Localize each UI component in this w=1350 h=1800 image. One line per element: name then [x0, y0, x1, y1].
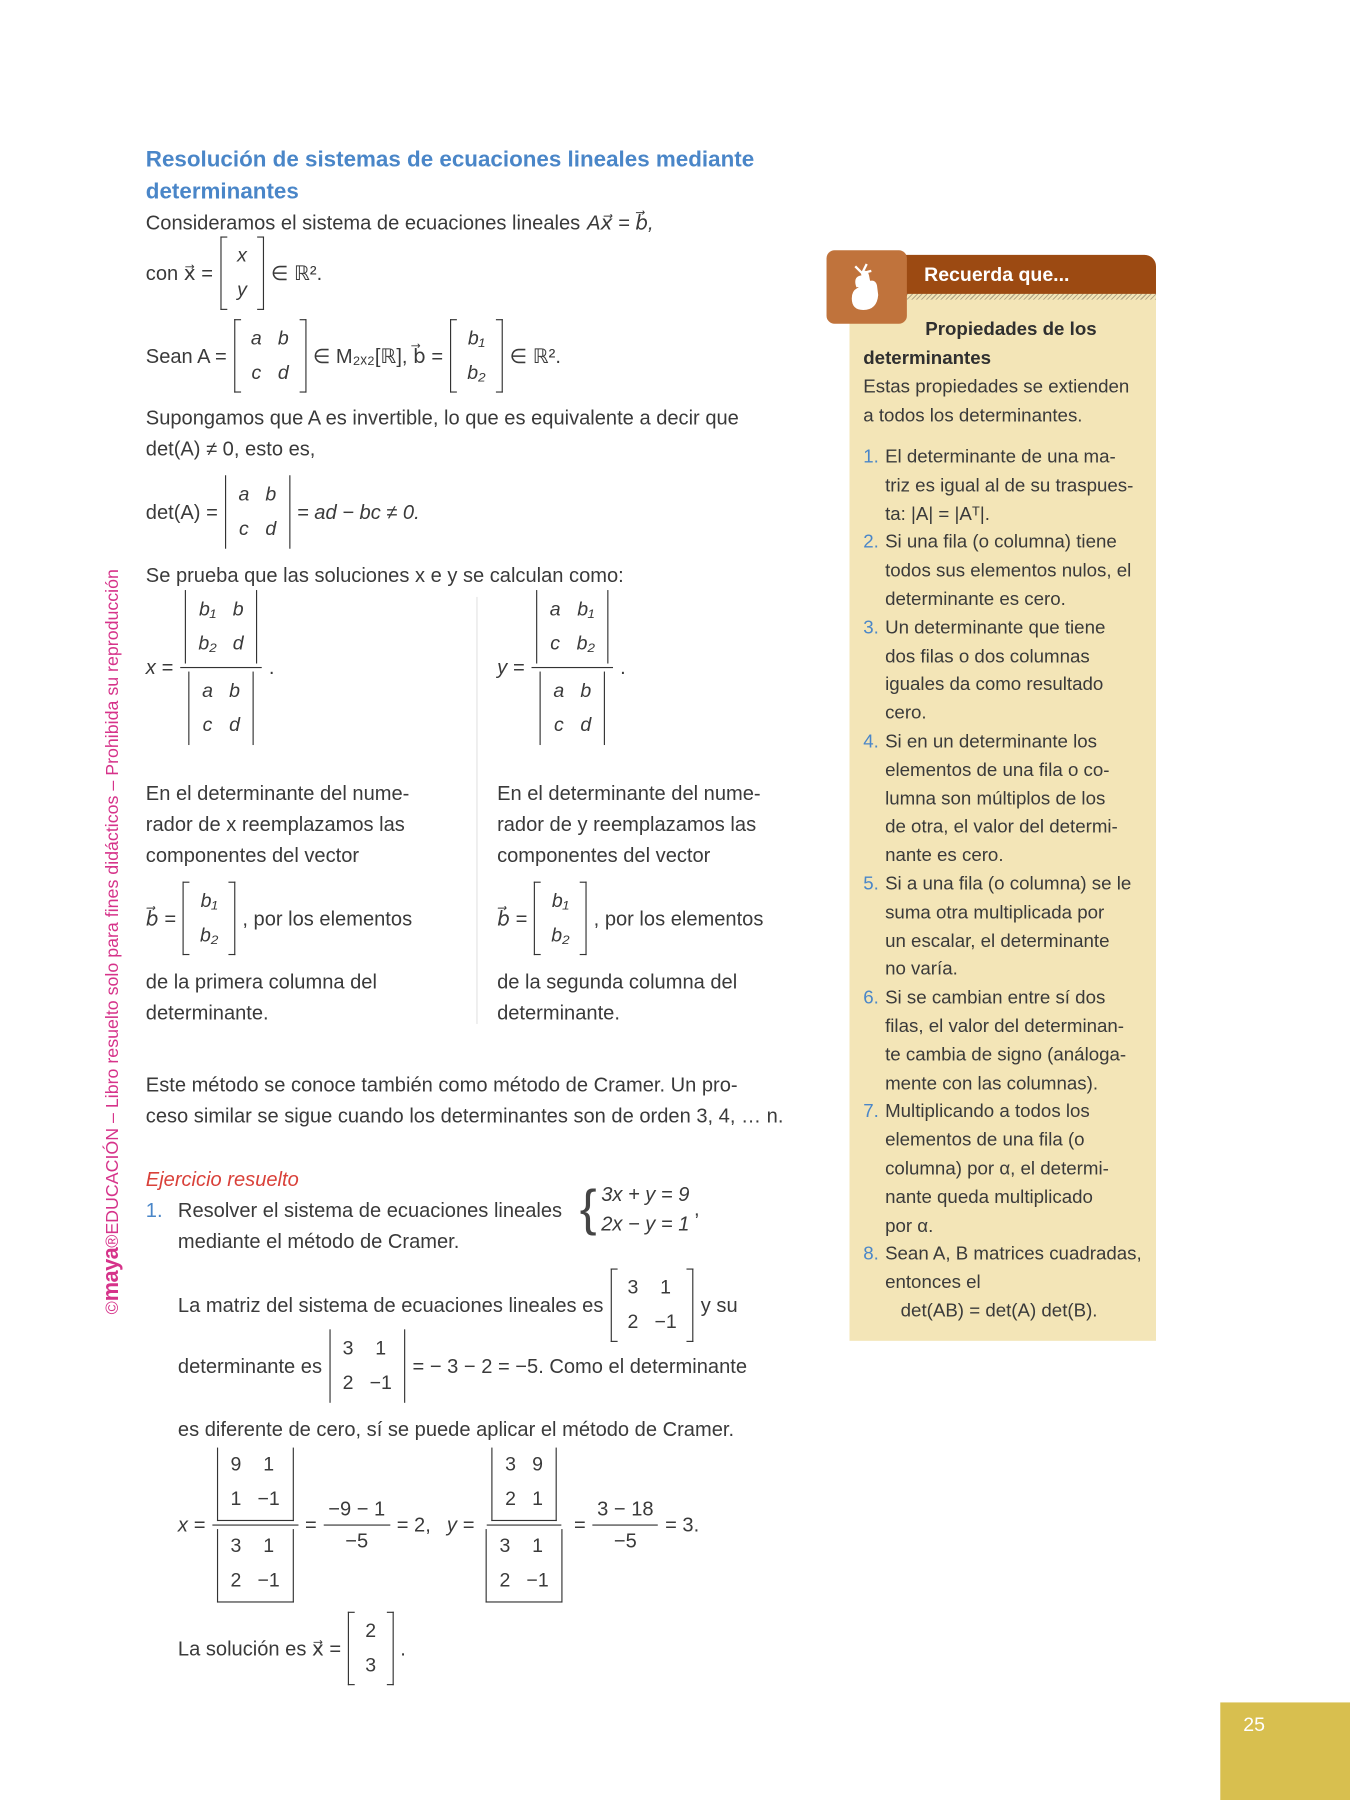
math-text: =: [305, 1512, 317, 1536]
fraction: [324, 1496, 390, 1552]
matrix-cell: 9: [230, 1452, 242, 1475]
denominator: −5: [613, 1528, 637, 1552]
matrix-cell: b₂: [467, 361, 486, 384]
math-text: = − 3 − 2 = −5. Como el determinante: [412, 1354, 748, 1377]
x-vector-definition: [146, 239, 322, 308]
numerator-determinant: [217, 1447, 294, 1520]
property-text-line: columna) por α, el determi-: [885, 1158, 1109, 1179]
paragraph-line: de la primera columna del: [145, 970, 377, 993]
matrix-cell: 3: [505, 1452, 517, 1475]
property-text-line: te cambia de signo (análoga-: [885, 1044, 1127, 1066]
matrix-cell: −1: [526, 1568, 549, 1591]
matrix-cell: 3: [230, 1534, 242, 1557]
fraction: [481, 1447, 567, 1602]
intro-equation: Ax⃗ = b⃗,: [587, 211, 654, 235]
intro-text: Consideramos el sistema de ecuaciones lineales: [145, 211, 581, 235]
matrix-cell: b: [229, 679, 240, 701]
section-title-line2: determinantes: [145, 179, 299, 205]
paragraph-line: Supongamos que A es invertible, lo que es equivalente a decir que: [145, 406, 739, 430]
property-text-line: Un determinante que tiene: [885, 617, 1106, 639]
copyright-note: [101, 569, 125, 1314]
paragraph-line: de la segunda columna del: [497, 970, 738, 993]
math-text: y =: [446, 1512, 475, 1536]
matrix-definition: [146, 321, 561, 390]
exercise-line: Resolver el sistema de ecuaciones lineales: [177, 1198, 563, 1222]
sidebar-intro-line: a todos los determinantes.: [863, 405, 1083, 426]
denominator-determinant: [217, 1529, 294, 1602]
property-text-line: entonces el: [885, 1272, 981, 1293]
math-text: b⃗ =: [145, 906, 176, 930]
math-text: ∈ M₂ₓ₂[ℝ], b⃗ =: [312, 343, 444, 367]
x-vector-matrix: [220, 236, 264, 309]
matrix-cell: 1: [263, 1534, 275, 1557]
property-number: 1.: [863, 446, 879, 468]
math-text: La solución es x⃗ =: [177, 1636, 342, 1660]
property-text-line: elementos de una fila (o: [885, 1129, 1085, 1151]
property-item: [863, 529, 1131, 614]
paragraph-line: determinante.: [497, 1001, 620, 1024]
equation: 3x + y = 9: [601, 1182, 690, 1206]
numerator: 3 − 18: [593, 1496, 659, 1525]
exercise-heading: Ejercicio resuelto: [145, 1167, 299, 1191]
math-text: = 3.: [665, 1512, 700, 1536]
matrix-cell: 1: [230, 1487, 242, 1509]
property-text-line: nante es cero.: [885, 845, 1004, 866]
property-text-line: lumna son múltiplos de los: [885, 788, 1106, 809]
matrix-cell: d: [580, 713, 592, 736]
math-text: = ad − bc ≠ 0.: [296, 499, 420, 523]
fraction: [212, 1447, 298, 1602]
matrix-cell: b₁: [467, 327, 485, 349]
solution-vector: [348, 1612, 393, 1685]
matrix-cell: a: [250, 327, 262, 349]
matrix-cell: −1: [654, 1310, 677, 1333]
property-number: 4.: [863, 731, 879, 752]
property-text-line: todos sus elementos nulos, el: [885, 560, 1132, 582]
paragraph-line: det(A) ≠ 0, esto es,: [145, 437, 316, 461]
paragraph-line: En el determinante del nume-: [497, 781, 761, 805]
sidebar-header-title: Recuerda que...: [924, 264, 1070, 286]
matrix-cell: 1: [532, 1487, 543, 1509]
matrix-cell: b: [277, 327, 289, 349]
math-text: y =: [497, 654, 525, 678]
matrix-cell: −1: [369, 1371, 392, 1394]
matrix-cell: 1: [375, 1337, 387, 1360]
intro-line: [146, 209, 654, 237]
system-determinant: [329, 1329, 406, 1402]
matrix-cell: c: [239, 517, 249, 540]
math-text: ∈ ℝ².: [509, 343, 561, 367]
denominator-determinant: [486, 1529, 563, 1602]
sidebar-hatch-divider: [907, 294, 1156, 300]
math-text: , por los elementos: [593, 906, 764, 930]
math-text: determinante es: [177, 1354, 323, 1377]
math-text: b⃗ =: [497, 906, 528, 930]
exercise-line: mediante el método de Cramer.: [177, 1229, 460, 1253]
brace: {: [579, 1180, 597, 1237]
numerator: −9 − 1: [324, 1496, 390, 1525]
math-text: ∈ ℝ².: [270, 261, 323, 285]
math-text: x =: [145, 654, 174, 678]
matrix-cell: b₁: [200, 889, 218, 912]
matrix-cell: c: [550, 631, 561, 654]
property-text-line: nante queda multiplicado: [885, 1186, 1093, 1208]
x-cramer-formula: [146, 591, 275, 743]
property-text-line: Si en un determinante los: [885, 731, 1098, 752]
matrix-cell: b₁: [199, 597, 217, 620]
property-text-line: Si se cambian entre sí dos: [885, 987, 1106, 1009]
sidebar-intro-line: Estas propiedades se extienden: [863, 376, 1130, 398]
property-text-line: de otra, el valor del determi-: [885, 816, 1118, 838]
b-vector-line: [497, 884, 763, 953]
paragraph-line: rador de y reemplazamos las: [497, 812, 757, 836]
property-text-line: Multiplicando a todos los: [885, 1101, 1090, 1123]
matrix-cell: a: [553, 679, 565, 701]
section-title-line1: Resolución de sistemas de ecuaciones lineales mediante: [145, 146, 755, 173]
exercise-cramer-solution: [178, 1449, 699, 1601]
matrix-cell: 2: [230, 1568, 242, 1591]
paragraph-line: componentes del vector: [145, 843, 360, 867]
system-determinant-line: [178, 1332, 747, 1401]
property-text-line: suma otra multiplicada por: [885, 902, 1105, 923]
property-item: [863, 728, 1118, 870]
property-text-line: mente con las columnas).: [885, 1072, 1099, 1094]
property-text-line: dos filas o dos columnas: [885, 645, 1090, 667]
property-item: [863, 443, 1133, 528]
equation-system: [580, 1178, 700, 1240]
property-text-line: iguales da como resultado: [885, 674, 1104, 695]
equation: 2x − y = 1: [601, 1212, 690, 1236]
matrix-cell: 2: [499, 1568, 511, 1591]
matrix-cell: b: [580, 679, 592, 701]
b-vector-line: [146, 884, 412, 953]
y-cramer-formula: [497, 591, 626, 743]
matrix-cell: 3: [342, 1337, 354, 1360]
property-text-line: un escalar, el determinante: [885, 930, 1110, 952]
property-text-line: triz es igual al de su traspues-: [885, 475, 1134, 496]
math-text: , por los elementos: [242, 906, 413, 930]
property-item: [863, 1098, 1109, 1240]
math-text: =: [573, 1512, 586, 1536]
math-text: con x⃗ =: [145, 261, 213, 285]
sidebar-title-line2: determinantes: [863, 347, 992, 369]
matrix-cell: b: [232, 597, 244, 620]
brand-logo: maya: [99, 1247, 124, 1302]
vector-b: [534, 882, 587, 955]
matrix-cell: b₁: [577, 597, 595, 620]
vector-b: [183, 882, 236, 955]
fraction: [531, 589, 613, 744]
math-text: .: [268, 654, 275, 678]
property-number: 3.: [863, 617, 879, 639]
numerator-determinant: [185, 589, 258, 662]
matrix-cell: d: [229, 713, 240, 736]
denominator-determinant: [540, 671, 605, 744]
matrix-cell: b₁: [551, 889, 569, 912]
solution-line: [178, 1614, 406, 1683]
math-text: .: [400, 1636, 406, 1660]
denominator-determinant: [188, 671, 253, 744]
matrix-cell: −1: [257, 1568, 280, 1591]
property-text-line: Si una fila (o columna) tiene: [885, 531, 1117, 553]
matrix-cell: 1: [660, 1276, 671, 1299]
property-item: [863, 614, 1105, 728]
property-number: 7.: [863, 1101, 879, 1123]
property-text-line: El determinante de una ma-: [885, 446, 1116, 468]
column-divider: [476, 597, 477, 1024]
property-text-line: det(AB) = det(A) det(B).: [885, 1300, 1098, 1322]
determinant-formula: [146, 478, 420, 547]
matrix-cell: 3: [365, 1654, 377, 1677]
numerator-determinant: [491, 1447, 556, 1520]
fraction: [180, 589, 262, 744]
paragraph-line: Se prueba que las soluciones x e y se calculan como:: [145, 563, 624, 587]
matrix-cell: b: [265, 483, 277, 506]
matrix-cell: 2: [342, 1371, 354, 1394]
property-number: 6.: [863, 987, 879, 1009]
copyright-text: EDUCACIÓN – Libro resuelto solo para fines didácticos – Prohibida su reproducción: [103, 569, 123, 1235]
math-text: La matriz del sistema de ecuaciones lineales es: [177, 1293, 604, 1317]
property-item: [863, 1240, 1141, 1325]
math-text: .: [620, 654, 626, 678]
property-text-line: cero.: [885, 702, 927, 724]
property-text-line: determinante es cero.: [885, 588, 1066, 610]
paragraph-line: Este método se conoce también como método de Cramer. Un pro-: [145, 1073, 738, 1097]
matrix-cell: b₂: [198, 631, 217, 654]
page-number: 25: [1243, 1713, 1265, 1736]
exercise-line: es diferente de cero, sí se puede aplicar el método de Cramer.: [177, 1417, 735, 1441]
registered-symbol: ®: [103, 1234, 123, 1248]
math-text: y su: [700, 1293, 738, 1317]
math-text: det(A) =: [145, 499, 218, 523]
matrix-cell: 2: [627, 1310, 639, 1333]
paragraph-line: componentes del vector: [497, 843, 711, 867]
matrix-cell: 9: [532, 1452, 543, 1475]
determinant-a: [225, 475, 290, 548]
property-number: 8.: [863, 1243, 879, 1265]
matrix-cell: b₂: [199, 924, 219, 946]
matrix-cell: y: [237, 278, 247, 301]
property-text-line: filas, el valor del determinan-: [885, 1015, 1125, 1037]
matrix-cell: 3: [499, 1534, 511, 1557]
matrix-cell: c: [553, 713, 564, 736]
property-number: 5.: [863, 873, 879, 895]
matrix-cell: c: [251, 361, 262, 384]
property-text-line: Si a una fila (o columna) se le: [885, 873, 1132, 895]
matrix-cell: 1: [263, 1452, 275, 1475]
math-text: ,: [694, 1196, 700, 1220]
matrix-cell: d: [232, 631, 244, 654]
property-text-line: ta: |A| = |Aᵀ|.: [885, 503, 990, 525]
matrix-cell: 3: [627, 1276, 639, 1299]
property-number: 2.: [863, 531, 879, 553]
matrix-cell: b₂: [551, 924, 570, 946]
matrix-cell: c: [202, 713, 213, 736]
vector-b: [450, 319, 503, 392]
matrix-cell: 1: [532, 1534, 543, 1557]
denominator: −5: [345, 1528, 369, 1552]
matrix-cell: d: [277, 361, 289, 384]
property-item: [863, 984, 1126, 1098]
matrix-cell: b₂: [576, 631, 595, 654]
property-text-line: no varía.: [885, 958, 958, 980]
property-text-line: elementos de una fila o co-: [885, 759, 1110, 781]
finger-string-icon: [827, 250, 907, 323]
matrix-cell: x: [237, 244, 247, 267]
paragraph-line: En el determinante del nume-: [145, 781, 410, 805]
page-number-tab: [1220, 1702, 1350, 1800]
matrix-cell: 2: [505, 1487, 517, 1509]
copyright-symbol: ©: [103, 1301, 123, 1315]
numerator-determinant: [536, 589, 609, 662]
matrix-cell: a: [549, 597, 561, 620]
math-text: = 2,: [396, 1512, 431, 1536]
matrix-cell: −1: [257, 1487, 280, 1509]
paragraph-line: ceso similar se sigue cuando los determinantes son de orden 3, 4, … n.: [145, 1104, 784, 1128]
fraction: [593, 1496, 659, 1552]
paragraph-line: rador de x reemplazamos las: [145, 812, 405, 836]
matrix-cell: a: [238, 483, 250, 506]
math-text: Sean A =: [145, 343, 227, 367]
matrix-cell: 2: [365, 1619, 377, 1642]
matrix-cell: d: [265, 517, 277, 540]
property-text-line: por α.: [885, 1215, 934, 1236]
property-text-line: Sean A, B matrices cuadradas,: [885, 1243, 1142, 1265]
property-item: [863, 870, 1131, 984]
exercise-number: 1.: [145, 1198, 163, 1222]
matrix-a: [234, 319, 306, 392]
matrix-cell: a: [202, 679, 214, 701]
system-matrix-line: [178, 1271, 738, 1340]
paragraph-line: determinante.: [145, 1001, 269, 1024]
math-text: x =: [177, 1512, 206, 1536]
sidebar-title-line1: Propiedades de los: [925, 319, 1097, 340]
